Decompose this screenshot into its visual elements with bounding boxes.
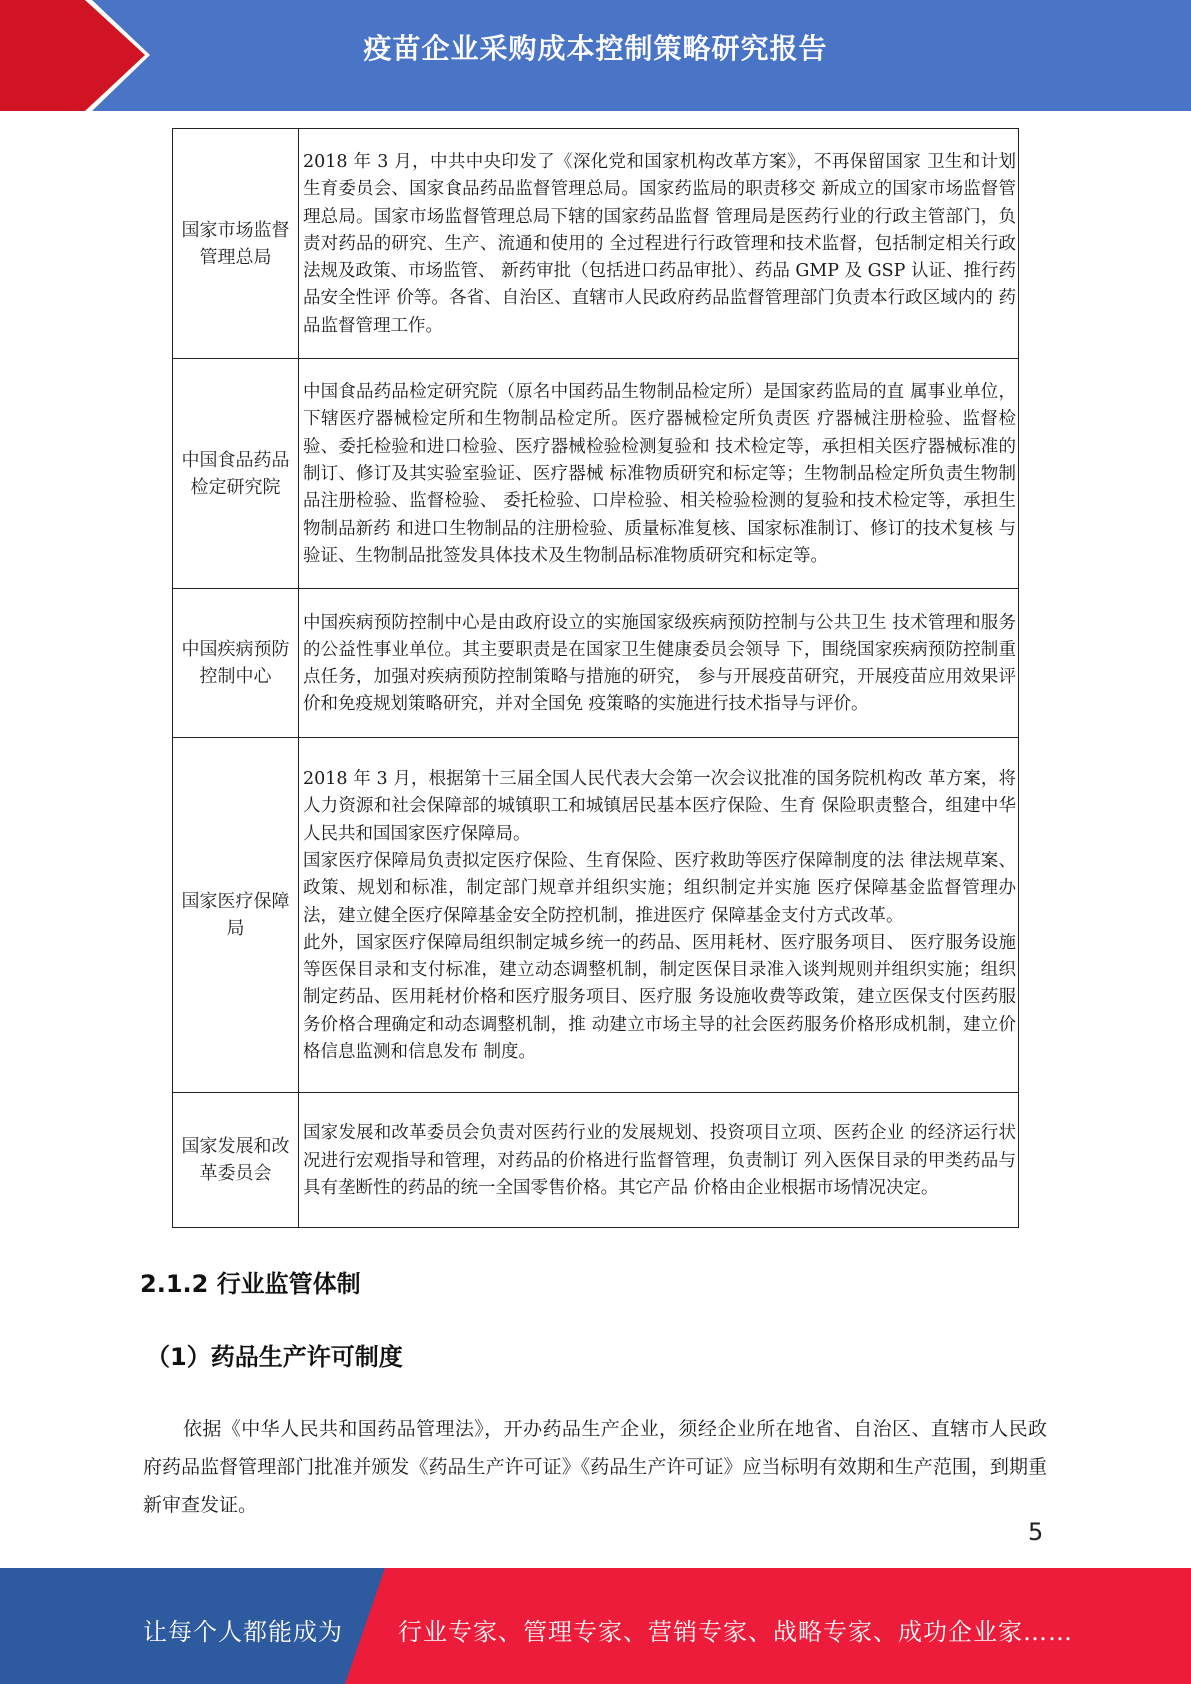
agency-description bbox=[299, 129, 1019, 359]
section-heading: 2.1.2 行业监管体制 bbox=[140, 1270, 361, 1298]
description-paragraph: 中国食品药品检定研究院（原名中国药品生物制品检定所）是国家药监局的直 属事业单位，下辖医疗器械检定所和生物制品检定所。医疗器械检定所负责医 疗器械注册检验、监督检验、委托检验和进口检验、医疗器械检验检测复验和 技术检定等，承担相关医疗器械标准的制订、修订及其实验室验证、医疗器械 标准物质研究和标定等；生物制品检定所负责生物制品注册检验、监督检验、 委托检验、口岸检验、相关检验检测的复验和技术检定等，承担生物制品新药 和进口生物制品的注册检验、质量标准复核、国家标准制订、修订的技术复核 与验证、生物制品批签发具体技术及生物制品标准物质研究和标定等。 bbox=[303, 382, 1016, 566]
report-title: 疫苗企业采购成本控制策略研究报告 bbox=[363, 32, 828, 65]
body-paragraph: 依据《中华人民共和国药品管理法》，开办药品生产企业，须经企业所在地省、自治区、直辖市人民政府药品监督管理部门批准并颁发《药品生产许可证》《药品生产许可证》应当标明有效期和生产范围，到期重新审查发证。 bbox=[143, 1418, 1047, 1516]
page-number: 5 bbox=[1028, 1518, 1044, 1546]
agency-name: 中国食品药品检定研究院 bbox=[173, 359, 299, 589]
agency-name: 国家发展和改革委员会 bbox=[173, 1093, 299, 1228]
table-row bbox=[173, 589, 1019, 738]
description-paragraph: 国家医疗保障局负责拟定医疗保险、生育保险、医疗救助等医疗保障制度的法 律法规草案、政策、规划和标准，制定部门规章并组织实施；组织制定并实施 医疗保障基金监督管理办法，建立健全医疗保障基金安全防控机制，推进医疗 保障基金支付方式改革。 bbox=[303, 850, 1016, 926]
header-banner bbox=[0, 0, 1191, 111]
agency-description bbox=[299, 1093, 1019, 1228]
description-paragraph: 中国疾病预防控制中心是由政府设立的实施国家级疾病预防控制与公共卫生 技术管理和服务的公益性事业单位。其主要职责是在国家卫生健康委员会领导 下，围绕国家疾病预防控制重点任务，加强对疾病预防控制策略与措施的研究， 参与开展疫苗研究，开展疫苗应用效果评价和免疫规划策略研究，并对全国免 疫策略的实施进行技术指导与评价。 bbox=[303, 612, 1016, 715]
footer-slogan-right: 行业专家、管理专家、营销专家、战略专家、成功企业家…… bbox=[398, 1618, 1073, 1646]
agency-name: 国家医疗保障局 bbox=[173, 738, 299, 1093]
agency-name: 国家市场监督管理总局 bbox=[173, 129, 299, 359]
description-paragraph: 2018 年 3 月，中共中央印发了《深化党和国家机构改革方案》，不再保留国家 卫生和计划生育委员会、国家食品药品监督管理总局。国家药监局的职责移交 新成立的国家市场监督管理总局。国家市场监督管理总局下辖的国家药品监督 管理局是医药行业的行政主管部门，负责对药品的研究、生产、流通和使用的 全过程进行行政管理和技术监督，包括制定相关行政法规及政策、市场监管、 新药审批（包括进口药品审批）、药品 GMP 及 GSP 认证、推行药品安全性评 价等。各省、自治区、直辖市人民政府药品监督管理部门负责本行政区域内的 药品监督管理工作。 bbox=[303, 152, 1016, 336]
table-row bbox=[173, 1093, 1019, 1228]
subsection-heading: （1）药品生产许可制度 bbox=[146, 1343, 403, 1371]
table-row bbox=[173, 129, 1019, 359]
description-paragraph: 此外，国家医疗保障局组织制定城乡统一的药品、医用耗材、医疗服务项目、 医疗服务设施等医保目录和支付标准，建立动态调整机制，制定医保目录准入谈判规则并组织实施；组织制定药品、医用耗材价格和医疗服务项目、医疗服 务设施收费等政策，建立医保支付医药服务价格合理确定和动态调整机制，推 动建立市场主导的社会医药服务价格形成机制，建立价格信息监测和信息发布 制度。 bbox=[303, 932, 1016, 1062]
footer-banner bbox=[0, 1568, 1191, 1684]
table-row bbox=[173, 738, 1019, 1093]
description-paragraph: 2018 年 3 月，根据第十三届全国人民代表大会第一次会议批准的国务院机构改 革方案，将人力资源和社会保障部的城镇职工和城镇居民基本医疗保险、生育 保险职责整合，组建中华人民共和国国家医疗保障局。 bbox=[303, 769, 1016, 844]
footer-slogan-left: 让每个人都能成为 bbox=[143, 1618, 343, 1646]
agency-name: 中国疾病预防控制中心 bbox=[173, 589, 299, 738]
description-paragraph: 国家发展和改革委员会负责对医药行业的发展规划、投资项目立项、医药企业 的经济运行状况进行宏观指导和管理，对药品的价格进行监督管理，负责制订 列入医保目录的甲类药品与具有垄断性的药品的统一全国零售价格。其它产品 价格由企业根据市场情况决定。 bbox=[303, 1123, 1016, 1198]
agency-description bbox=[299, 589, 1019, 738]
agency-description bbox=[299, 738, 1019, 1093]
table-row bbox=[173, 359, 1019, 589]
agency-description bbox=[299, 359, 1019, 589]
agency-table bbox=[172, 128, 1019, 1228]
